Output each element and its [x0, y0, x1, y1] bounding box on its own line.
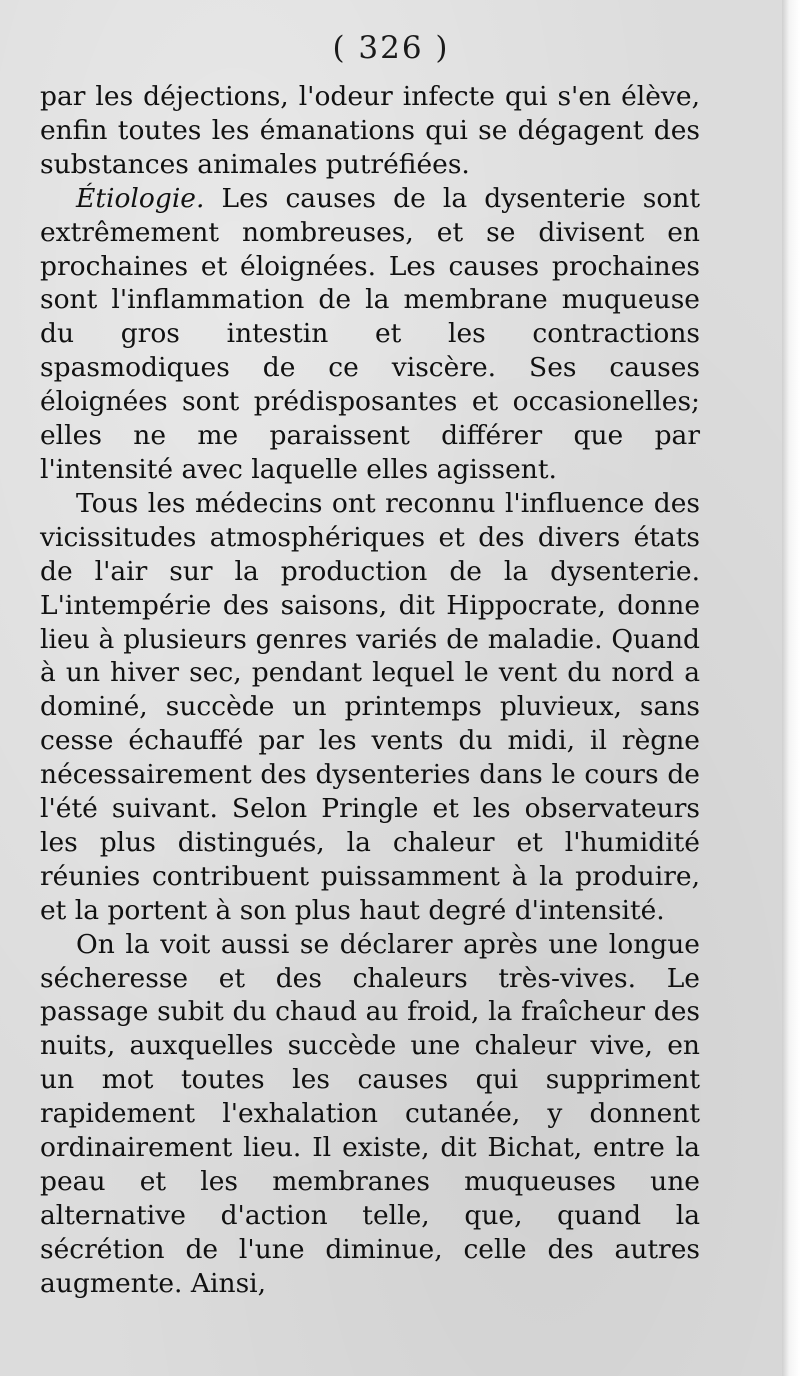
- paragraph-etiologie: [40, 182, 700, 487]
- body-text: [40, 80, 700, 1301]
- paragraph-text: Les causes de la dysenterie sont extrêmement nombreuses, et se divisent en prochaines et éloignées. Les causes prochaines sont l'inflammation de la membrane muqueuse du gros intestin et les contractions spasmodiques de ce viscère. Ses causes éloignées sont prédisposantes et occasionelles; elles ne me paraissent différer que par l'intensité avec laquelle elles agissent.: [40, 182, 700, 485]
- paragraph-continuation: par les déjections, l'odeur infecte qui s'en élève, enfin toutes les émanations qui se dégagent des substances animales putréfiées.: [40, 81, 700, 180]
- section-term: Étiologie.: [76, 182, 205, 214]
- paragraph-secheresse: On la voit aussi se déclarer après une longue sécheresse et des chaleurs très-vives. Le passage subit du chaud au froid, la fraîcheur des nuits, auxquelles succède une chaleur vive, en un mot toutes les causes qui suppriment rapidement l'exhalation cutanée, y donnent ordinairement lieu. Il existe, dit Bichat, entre la peau et les membranes muqueuses une alternative d'action telle, que, quand la sécrétion de l'une diminue, celle des autres augmente. Ainsi,: [40, 928, 700, 1299]
- paragraph-influence: Tous les médecins ont reconnu l'influence des vicissitudes atmosphériques et des divers états de l'air sur la production de la dysenterie. L'intempérie des saisons, dit Hippocrate, donne lieu à plusieurs genres variés de maladie. Quand à un hiver sec, pendant lequel le vent du nord a dominé, succède un printemps pluvieux, sans cesse échauffé par les vents du midi, il règne nécessairement des dysenteries dans le cours de l'été suivant. Selon Pringle et les observateurs les plus distingués, la chaleur et l'humidité réunies contribuent puissamment à la produire, et la portent à son plus haut degré d'intensité.: [40, 487, 700, 926]
- page-number: ( 326 ): [332, 30, 450, 66]
- page-edge: [782, 0, 800, 1376]
